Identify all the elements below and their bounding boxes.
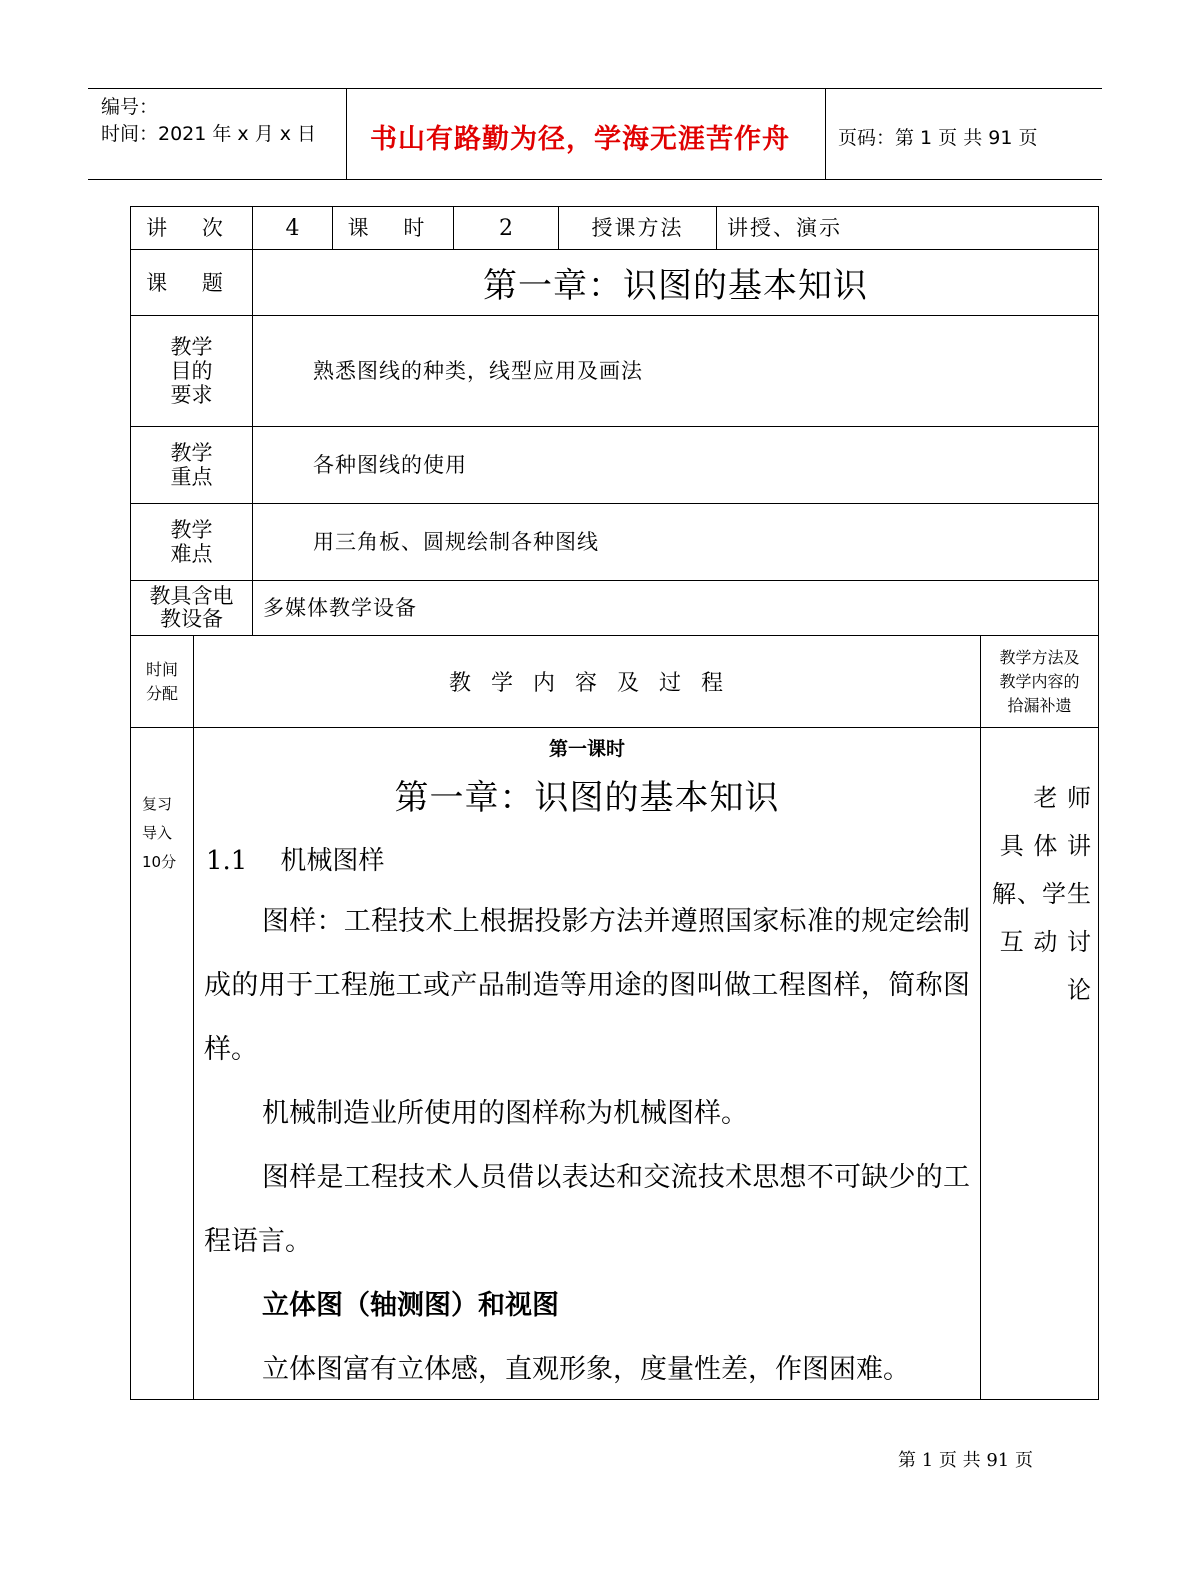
- paragraph-isometric: 立体图富有立体感，直观形象，度量性差，作图困难。: [262, 1354, 910, 1385]
- key-points-value: 各种图线的使用: [313, 453, 467, 477]
- header-divider: [346, 88, 347, 180]
- method-note: 老 师 具 体 讲 解、学生 互 动 讨 论: [992, 784, 1092, 1004]
- key-points-label: 教学 重点: [170, 441, 213, 489]
- subheading-views: 立体图（轴测图）和视图: [262, 1290, 559, 1321]
- paragraph-mechanical: 机械制造业所使用的图样称为机械图样。: [262, 1098, 748, 1129]
- header-divider: [825, 88, 826, 180]
- review-time-note: 复习 导入 10分: [142, 795, 177, 871]
- objective-value: 熟悉图线的种类，线型应用及画法: [313, 359, 643, 383]
- teaching-process-label: 教 学 内 容 及 过 程: [449, 671, 725, 696]
- teaching-method-value: 讲授、演示: [727, 216, 842, 240]
- method-notes-label: 教学方法及 教学内容的 拾漏补遗: [999, 647, 1080, 715]
- chapter-title: 第一章：识图的基本知识: [394, 778, 780, 818]
- class-hours-value: 2: [499, 215, 513, 241]
- footer-page-number: 第 1 页 共 91 页: [898, 1450, 1033, 1471]
- topic-value: 第一章：识图的基本知识: [483, 266, 868, 306]
- objective-label: 教学 目的 要求: [170, 335, 213, 407]
- header-bottom-rule: [88, 179, 1102, 180]
- section-title: 1.1 机械图样: [206, 846, 385, 876]
- lecture-number-value: 4: [285, 215, 300, 241]
- paragraph-language: 图样是工程技术人员借以表达和交流技术思想不可缺少的工程语言。: [204, 1162, 970, 1257]
- difficulties-value: 用三角板、圆规绘制各种图线: [313, 530, 599, 554]
- lesson-content: [194, 728, 980, 1399]
- teaching-method-label: 授课方法: [591, 216, 684, 240]
- document-date: 时间：2021 年 x 月 x 日: [101, 123, 317, 145]
- equipment-label: 教具含电 教设备: [149, 584, 234, 631]
- header-motto: 书山有路勤为径，学海无涯苦作舟: [370, 124, 790, 155]
- lecture-number-label: 讲 次: [146, 216, 237, 240]
- difficulties-label: 教学 难点: [170, 518, 213, 566]
- equipment-value: 多媒体教学设备: [263, 596, 417, 620]
- topic-label: 课 题: [146, 270, 237, 295]
- header-top-rule: [88, 88, 1102, 89]
- header-page-info: 页码：第 1 页 共 91 页: [838, 127, 1038, 149]
- session-title: 第一课时: [548, 738, 625, 760]
- paragraph-definition: 图样：工程技术上根据投影方法并遵照国家标准的规定绘制成的用于工程施工或产品制造等用途的图叫做工程图样，简称图样。: [204, 906, 970, 1065]
- class-hours-label: 课 时: [347, 216, 439, 240]
- document-number-label: 编号：: [101, 96, 159, 118]
- time-allocation-label: 时间 分配: [145, 659, 178, 703]
- lesson-plan-table: [130, 206, 1099, 1400]
